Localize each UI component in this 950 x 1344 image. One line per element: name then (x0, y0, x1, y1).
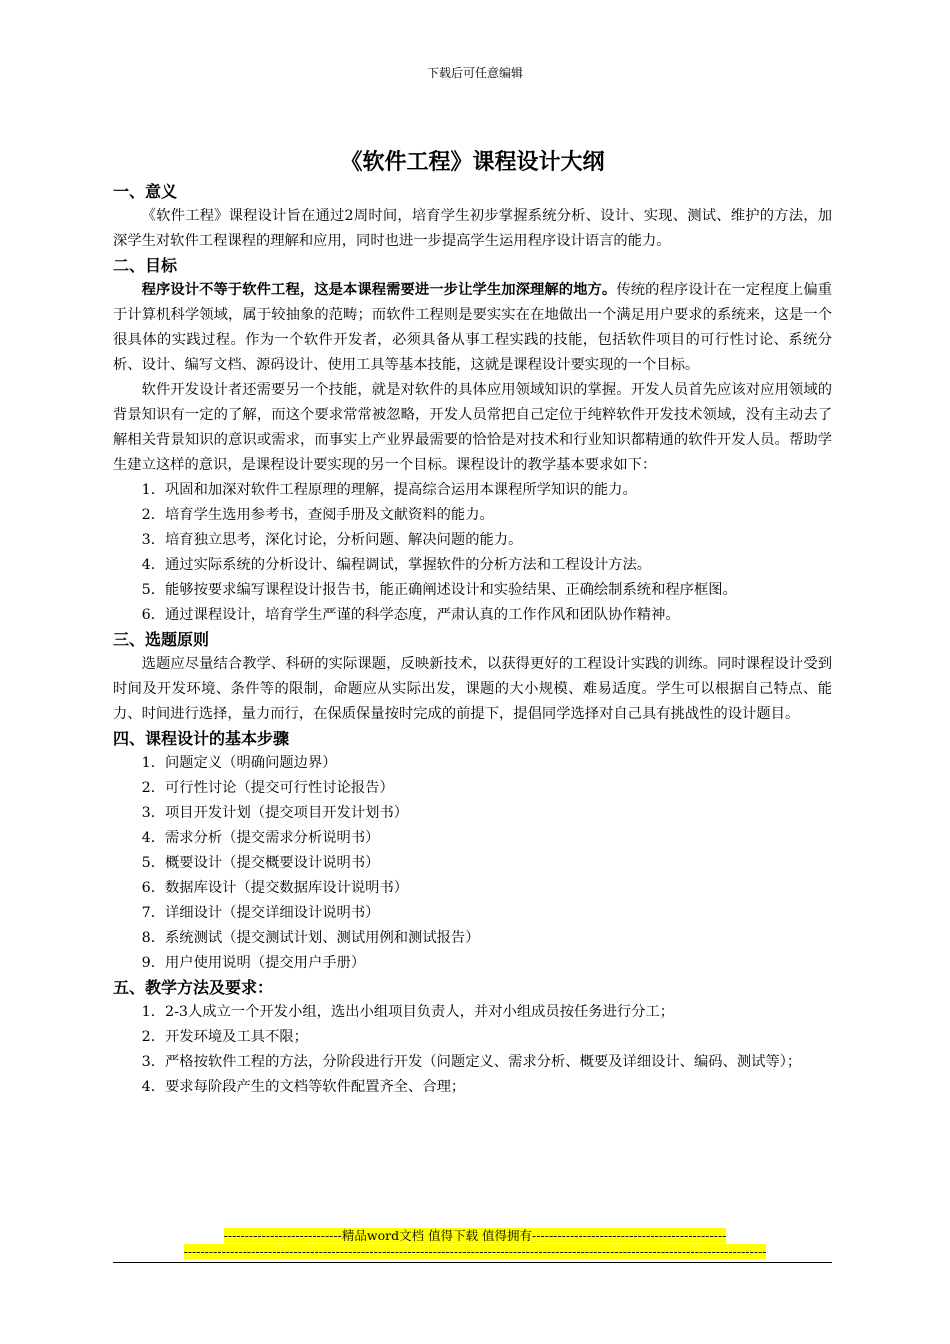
section-heading-2: 二、目标 (113, 256, 178, 275)
steps-list (113, 751, 832, 976)
list-item: 3．培育独立思考，深化讨论，分析问题、解决问题的能力。 (141, 532, 523, 548)
list-item: 1．巩固和加深对软件工程原理的理解，提高综合运用本课程所学知识的能力。 (141, 482, 637, 498)
list-item: 8．系统测试（提交测试计划、测试用例和测试报告） (141, 930, 480, 946)
section-2-paragraph-2: 软件开发设计者还需要另一个技能，就是对软件的具体应用领域知识的掌握。开发人员首先应该对应用领域的背景知识有一定的了解，而这个要求常常被忽略，开发人员常把自己定位于纯粹软件开发技术领域，没有主动去了解相关背景知识的意识或需求，而事实上产业界最需要的恰恰是对技术和行业知识都精通的软件开发人员。帮助学生建立这样的意识，是课程设计要实现的另一个目标。课程设计的教学基本要求如下： (113, 382, 832, 473)
section-3-paragraph: 选题应尽量结合教学、科研的实际课题，反映新技术，以获得更好的工程设计实践的训练。同时课程设计受到时间及开发环境、条件等的限制，命题应从实际出发，课题的大小规模、难易适度。学生可以根据自己特点、能力、时间进行选择，量力而行，在保质保量按时完成的前提下，提倡同学选择对自己具有挑战性的设计题目。 (113, 656, 832, 722)
requirements-list (113, 478, 832, 628)
list-item: 2．开发环境及工具不限； (141, 1029, 308, 1045)
list-item: 5．概要设计（提交概要设计说明书） (141, 855, 380, 871)
list-item: 3．项目开发计划（提交项目开发计划书） (141, 805, 409, 821)
list-item: 4．要求每阶段产生的文档等软件配置齐全、合理； (141, 1079, 466, 1095)
section-heading-5: 五、教学方法及要求： (113, 978, 274, 997)
document-body (113, 148, 832, 1100)
emphasis-text: 程序设计不等于软件工程，这是本课程需要进一步让学生加深理解的地方。 (141, 282, 617, 298)
list-item: 3．严格按软件工程的方法，分阶段进行开发（问题定义、需求分析、概要及详细设计、编码、测试等）； (141, 1054, 802, 1070)
footer-banner-line-2: ------------------------------------------------------------------------------------------------------------------------------------------ (183, 1244, 767, 1259)
list-item: 6．通过课程设计，培育学生严谨的科学态度，严肃认真的工作作风和团队协作精神。 (141, 607, 680, 623)
list-item: 7．详细设计（提交详细设计说明书） (141, 905, 380, 921)
list-item: 6．数据库设计（提交数据库设计说明书） (141, 880, 409, 896)
section-heading-1: 一、意义 (113, 182, 178, 201)
footer-banner (0, 1228, 950, 1260)
list-item: 1．2-3人成立一个开发小组，选出小组项目负责人，并对小组成员按任务进行分工； (141, 1004, 675, 1020)
header-note: 下载后可任意编辑 (426, 66, 523, 80)
section-1-paragraph: 《软件工程》课程设计旨在通过2周时间，培育学生初步掌握系统分析、设计、实现、测试、维护的方法，加深学生对软件工程课程的理解和应用，同时也进一步提高学生运用程序设计语言的能力。 (113, 208, 832, 249)
list-item: 2．可行性讨论（提交可行性讨论报告） (141, 780, 394, 796)
methods-list (113, 1000, 832, 1100)
footer-divider (113, 1262, 832, 1263)
list-item: 4．需求分析（提交需求分析说明书） (141, 830, 380, 846)
section-heading-4: 四、课程设计的基本步骤 (113, 729, 290, 748)
section-2-paragraph-1 (113, 278, 832, 378)
list-item: 5．能够按要求编写课程设计报告书，能正确阐述设计和实验结果、正确绘制系统和程序框图。 (141, 582, 737, 598)
paragraph-text: 传统的程序设计在一定程度上偏重于计算机科学领域，属于较抽象的范畴；而软件工程则是要实实在在地做出一个满足用户要求的系统来，这是一个很具体的实践过程。作为一个软件开发者，必须具备从事工程实践的技能，包括软件项目的可行性讨论、系统分析、设计、编写文档、源码设计、使用工具等基本技能，这就是课程设计要实现的一个目标。 (113, 282, 833, 373)
list-item: 4．通过实际系统的分析设计、编程调试，掌握软件的分析方法和工程设计方法。 (141, 557, 652, 573)
list-item: 9．用户使用说明（提交用户手册） (141, 955, 366, 971)
list-item: 2．培育学生选用参考书，查阅手册及文献资料的能力。 (141, 507, 494, 523)
footer-banner-line-1: ----------------------------精品word文档 值得下载 值得拥有---------------------------------------------- (223, 1228, 727, 1243)
document-title: 《软件工程》课程设计大纲 (340, 150, 605, 175)
list-item: 1．问题定义（明确问题边界） (141, 755, 337, 771)
section-heading-3: 三、选题原则 (113, 630, 210, 649)
